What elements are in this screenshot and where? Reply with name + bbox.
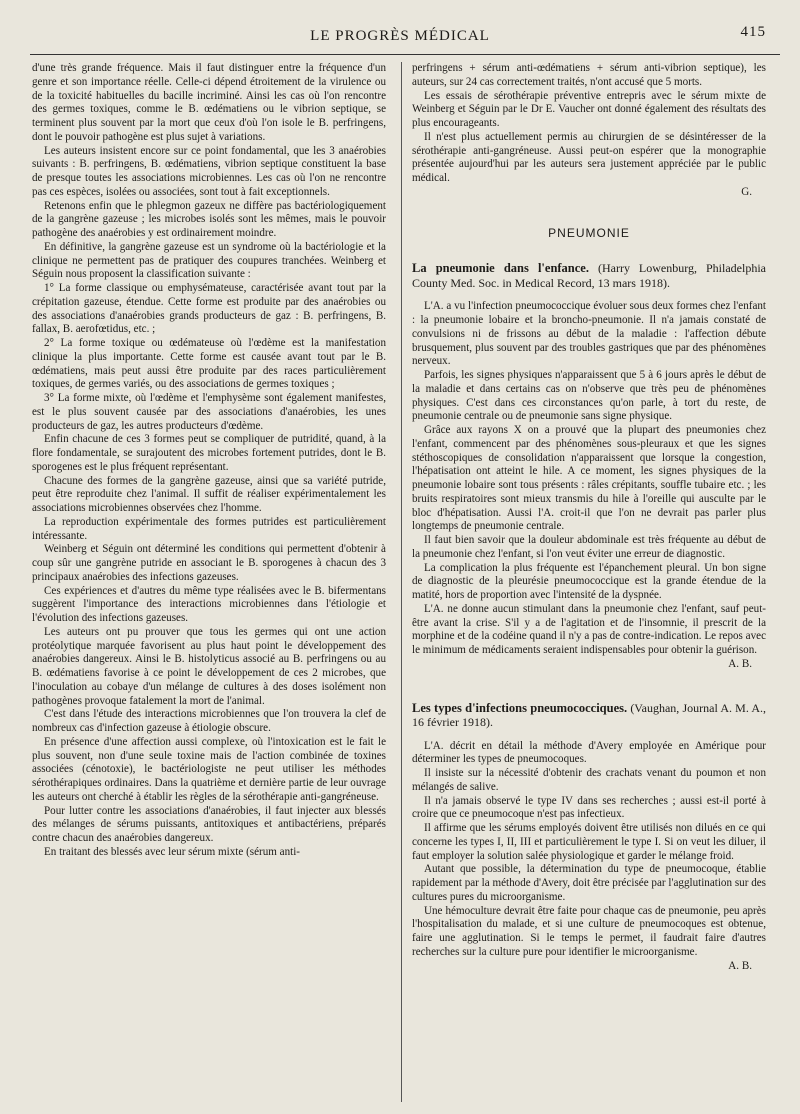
paragraph: Weinberg et Séguin ont déterminé les conditions qui permettent d'obtenir à coup sûr une gangrène putride en associant le B. sporogenes à chacun des 3 principaux anaérobies des infections gazeuses. (32, 543, 386, 583)
column-divider (401, 62, 402, 1102)
paragraph: L'A. décrit en détail la méthode d'Avery employée en Amérique pour déterminer les types de pneumocoques. (412, 739, 766, 766)
paragraph: Pour lutter contre les associations d'anaérobies, il faut injecter aux blessés des mélanges de sérums puissants, antitoxiques et antibactériens, préparés contre chacun des anaérobies dangereux. (32, 804, 386, 844)
paragraph: En présence d'une affection aussi complexe, où l'intoxication est le fait le plus souvent, non d'une seule toxine mais de l'action combinée de toxines associées (cénotoxie), le bactériologiste ne peut utiliser les méthodes sérothérapiques ordinaires. Dans la quatrième et dernière partie de leur ouvrage les auteurs ont cherché à établir les règles de la sérothérapie anti-gangréneuse. (32, 735, 386, 803)
article-title: Les types d'infections pneumococciques. (412, 700, 628, 715)
article-title: La pneumonie dans l'enfance. (412, 261, 589, 276)
paragraph: Il insiste sur la nécessité d'obtenir des crachats venant du poumon et non mélangés de salive. (412, 767, 766, 793)
page-number: 415 (740, 24, 766, 40)
article-citation: (Harry Lowenburg, Philadelphia County Med. Soc. in Medical Record, 13 mars 1918). (412, 261, 766, 290)
signature: G. (741, 185, 752, 198)
page-header (0, 22, 800, 48)
spacer (412, 290, 766, 300)
spacer (412, 730, 766, 740)
paragraph: perfringens + sérum anti-œdématiens + sérum anti-vibrion septique), les auteurs, sur 24 cas correctement traités, n'ont accusé que 5 morts. (412, 62, 766, 88)
paragraph: d'une très grande fréquence. Mais il faut distinguer entre la fréquence d'un genre et son importance réelle. Celle-ci dépend étroitement de la virulence ou de la toxicité habituelles du bacille incriminé. Ainsi les cas où l'on rencontre des germes toxiques, comme le B. œdématiens ou le vibrion septique, se terminent plus souvent par la mort que ceux d'où l'on isole le B. perfringens, dont le pouvoir pathogène est plus sujet à variations. (32, 62, 386, 143)
paragraph: Autant que possible, la détermination du type de pneumocoque, établie rapidement par la méthode d'Avery, doit être précisée par l'agglutination sur des cultures pures du microorganisme. (412, 863, 766, 903)
article-heading (412, 261, 766, 290)
signature: A. B. (728, 657, 752, 670)
paragraph: L'A. ne donne aucun stimulant dans la pneumonie chez l'enfant, sauf peut-être avant la crise. S'il y a de l'agitation et de l'insomnie, il prescrit de la morphine et de la codéine quand il n'y a pas de contre-indication. Le repos avec le minimum de médicaments seraient indispensables pour obtenir la guérison. (412, 602, 766, 656)
paragraph: Ces expériences et d'autres du même type réalisées avec le B. bifermentans suggèrent l'importance des interactions microbiennes dans l'étiologie et l'évolution des infections gazeuses. (32, 584, 386, 624)
section-title: PNEUMONIE (548, 225, 630, 240)
paragraph: Chacune des formes de la gangrène gazeuse, ainsi que sa variété putride, peut être reproduite chez l'animal. Il suffit de réaliser expérimentalement les associations microbiennes observées chez l'homme. (32, 474, 386, 514)
paragraph: C'est dans l'étude des interactions microbiennes que l'on trouvera la clef de nombreux cas d'infection gazeuse à étiologie obscure. (32, 708, 386, 734)
paragraph: 3° La forme mixte, où l'œdème et l'emphysème sont également manifestes, est le plus souvent causée par des associations d'anaérobies, les unes producteurs de gaz, les autres producteurs d'œdème. (32, 392, 386, 432)
spacer (412, 672, 766, 693)
paragraph: Grâce aux rayons X on a prouvé que la plupart des pneumonies chez l'enfant, commencent par des phénomènes sous-pleuraux et que les signes stéthoscopiques de consolidation n'apparaissent que lorsque la congestion, l'hépatisation ont atteint le hile. A ce moment, les signes physiques de la pneumonie lobaire sont tous présents : râles crépitants, souffle tubaire etc. ; les bruits respiratoires sont mieux transmis du hile à l'oreille qui ausculte par le bloc d'hépatisation. Aussi l'A. croit-il que l'on ne devrait pas parler plus longtemps de pneumonie centrale. (412, 424, 766, 533)
paragraph: Les auteurs insistent encore sur ce point fondamental, que les 3 anaérobies suivants : B. perfringens, B. œdématiens, vibrion septique constituent la base de presque toutes les associations microbiennes. Les cas où l'on ne rencontre pas ces espèces, isolées ou associées, sont tout à fait exceptionnels. (32, 144, 386, 198)
paragraph: Il affirme que les sérums employés doivent être utilisés non dilués en ce qui concerne les types I, II, III et particulièrement le type I. Si on veut les diluer, il faut employer la solution salée physiologique et garder le mélange froid. (412, 822, 766, 862)
left-column (32, 62, 386, 860)
paragraph: Il n'a jamais observé le type IV dans ses recherches ; aussi est-il porté à croire que ce pneumocoque n'est pas infectieux. (412, 794, 766, 821)
paragraph: L'A. a vu l'infection pneumococcique évoluer sous deux formes chez l'enfant : la pneumonie lobaire et la broncho-pneumonie. Il n'a jamais constaté de convulsions ni de frissons au début de la maladie : l'affection débute brusquement, plus souvent par des troubles gastriques que par des phénomènes nerveux. (412, 300, 766, 368)
paragraph: Les essais de sérothérapie préventive entrepris avec le sérum mixte de Weinberg et Séguin par le Dr E. Vaucher ont donné également des résultats des plus encourageants. (412, 89, 766, 129)
article-heading (412, 701, 766, 730)
signature: A. B. (728, 959, 752, 972)
header-rule (30, 54, 780, 55)
paragraph: En définitive, la gangrène gazeuse est un syndrome où la bactériologie et la clinique ne permettent pas de pratiquer des coupures tranchées. Weinberg et Séguin nous proposent la classification suivante : (32, 240, 386, 281)
journal-title: LE PROGRÈS MÉDICAL (310, 28, 490, 44)
paragraph: Il n'est plus actuellement permis au chirurgien de se désintéresser de la sérothérapie anti-gangréneuse. Aussi peut-on espérer que la monographie présentée aujourd'hui par les auteurs sera justement appréciée par le public médical. (412, 130, 766, 184)
paragraph: 2° La forme toxique ou œdémateuse où l'œdème est la manifestation clinique la plus importante. Cette forme est causée avant tout par le B. œdématiens, mais peut aussi être produite par des races particulièrement toxiques, de germes variés, ou des associations de germes toxiques ; (32, 337, 386, 391)
paragraph: 1° La forme classique ou emphysémateuse, caractérisée avant tout par la crépitation gazeuse, étendue. Cette forme est produite par des anaérobies ou des associations d'anaérobies grands producteurs de gaz : B. perfringens, B. fallax, B. aerofœtidus, etc. ; (32, 282, 386, 336)
paragraph: La reproduction expérimentale des formes putrides est particulièrement intéressante. (32, 515, 386, 542)
right-column (412, 62, 766, 973)
paragraph: Retenons enfin que le phlegmon gazeux ne diffère pas bactériologiquement de la gangrène gazeuse ; les microbes isolés sont les mêmes, mais le pouvoir pathogène des anaérobies y est ordinairement moindre. (32, 199, 386, 239)
paragraph: Parfois, les signes physiques n'apparaissent que 5 à 6 jours après le début de la maladie et dans certains cas on n'observe que très peu de phénomènes physiques. C'est dans ces circonstances qu'on parle, à tort du reste, de pneumonie centrale ou de pneumonie sans signe physique. (412, 369, 766, 423)
paragraph: Une hémoculture devrait être faite pour chaque cas de pneumonie, peu après l'hospitalisation du malade, et si une culture de pneumocoques est obtenue, faire une agglutination. Si le temps le permet, il faudrait faire d'autres recherches sur la culture pure pour identifier le microorganisme. (412, 904, 766, 958)
paragraph: En traitant des blessés avec leur sérum mixte (sérum anti- (44, 845, 300, 858)
paragraph: Il faut bien savoir que la douleur abdominale est très fréquente au début de la pneumonie chez l'enfant, si l'on veut éviter une erreur de diagnostic. (412, 534, 766, 560)
paragraph: Enfin chacune de ces 3 formes peut se compliquer de putridité, quand, à la flore fondamentale, se surajoutent des microbes fortement putrides, dont le B. sporogenes est le plus fréquent représentant. (32, 433, 386, 473)
paragraph: La complication la plus fréquente est l'épanchement pleural. Un bon signe de diagnostic de la pleurésie pneumococcique est la grande étendue de la matité, hors de proportion avec l'intensité de la dyspnée. (412, 561, 766, 601)
article-citation: (Vaughan, Journal A. M. A., 16 février 1918). (412, 700, 767, 729)
paragraph: Les auteurs ont pu prouver que tous les germes qui ont une action protéolytique marquée favorisent au plus haut point le développement des anaérobies dangereux. Ainsi le B. histolyticus associé au B. perfringens ou au B. œdématiens favorise à ce point le développement de ces 2 microbes, que l'inoculation au cobaye d'un mélange de cultures à des doses isolément non pathogènes provoque fatalement la mort de l'animal. (32, 625, 386, 707)
